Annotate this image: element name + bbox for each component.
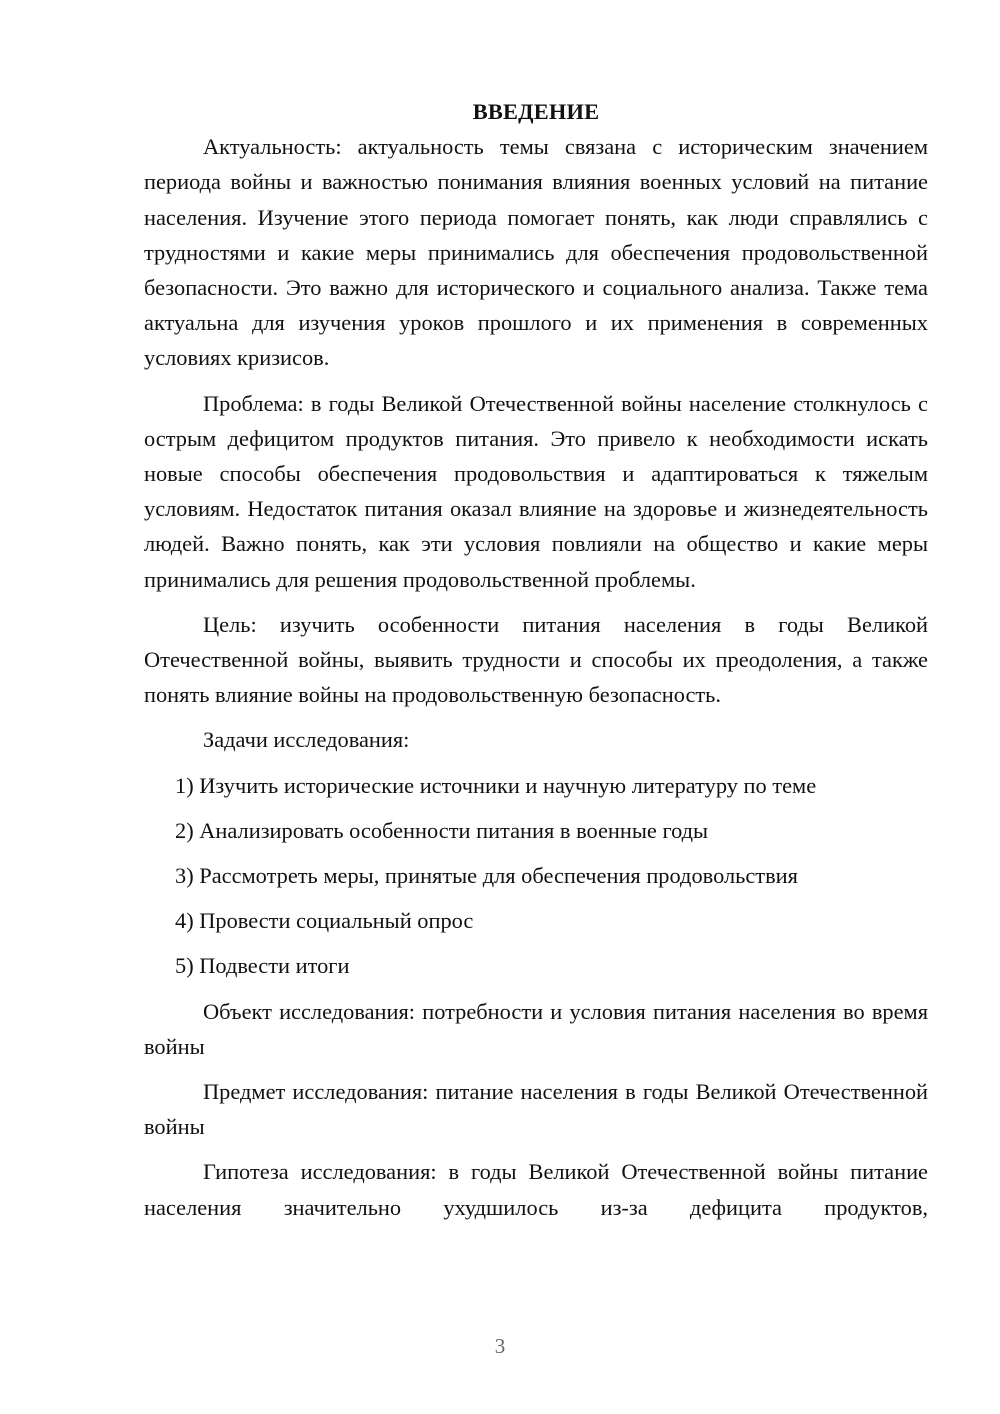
problem-paragraph: Проблема: в годы Великой Отечественной войны население столкнулось с острым дефицитом продуктов питания. Это привело к необходимости искать новые способы обеспечения продовольствия и адаптироваться к тяжелым условиям. Недостаток питания оказал влияние на здоровье и жизнедеятельность людей. Важно понять, как эти условия повлияли на общество и какие меры принимались для решения продовольственной проблемы.: [144, 390, 928, 592]
page-content: [144, 94, 928, 1235]
task-item-2: 2) Анализировать особенности питания в военные годы: [175, 817, 709, 843]
tasks-title: Задачи исследования:: [203, 727, 410, 753]
task-item-1: 1) Изучить исторические источники и научную литературу по теме: [175, 772, 817, 798]
subject-paragraph: Предмет исследования: питание населения в годы Великой Отечественной войны: [144, 1079, 928, 1140]
task-item-3: 3) Рассмотреть меры, принятые для обеспечения продовольствия: [175, 863, 798, 889]
page-title: ВВЕДЕНИЕ: [472, 99, 600, 124]
relevance-paragraph: Актуальность: актуальность темы связана с историческим значением периода войны и важностью понимания влияния военных условий на питание населения. Изучение этого периода помогает понять, как люди справлялись с трудностями и какие меры принимались для обеспечения продовольственной безопасности. Это важно для исторического и социального анализа. Также тема актуальна для изучения уроков прошлого и их применения в современных условиях кризисов.: [144, 134, 928, 371]
hypothesis-paragraph: Гипотеза исследования: в годы Великой Отечественной войны питание населения значительно ухудшилось из-за дефицита продуктов,: [144, 1159, 928, 1220]
goal-paragraph: Цель: изучить особенности питания населения в годы Великой Отечественной войны, выявить трудности и способы их преодоления, а также понять влияние войны на продовольственную безопасность.: [144, 611, 928, 708]
page-number: 3: [494, 1334, 506, 1358]
task-item-4: 4) Провести социальный опрос: [175, 908, 474, 934]
object-paragraph: Объект исследования: потребности и условия питания населения во время войны: [144, 998, 928, 1059]
task-item-5: 5) Подвести итоги: [175, 953, 350, 979]
